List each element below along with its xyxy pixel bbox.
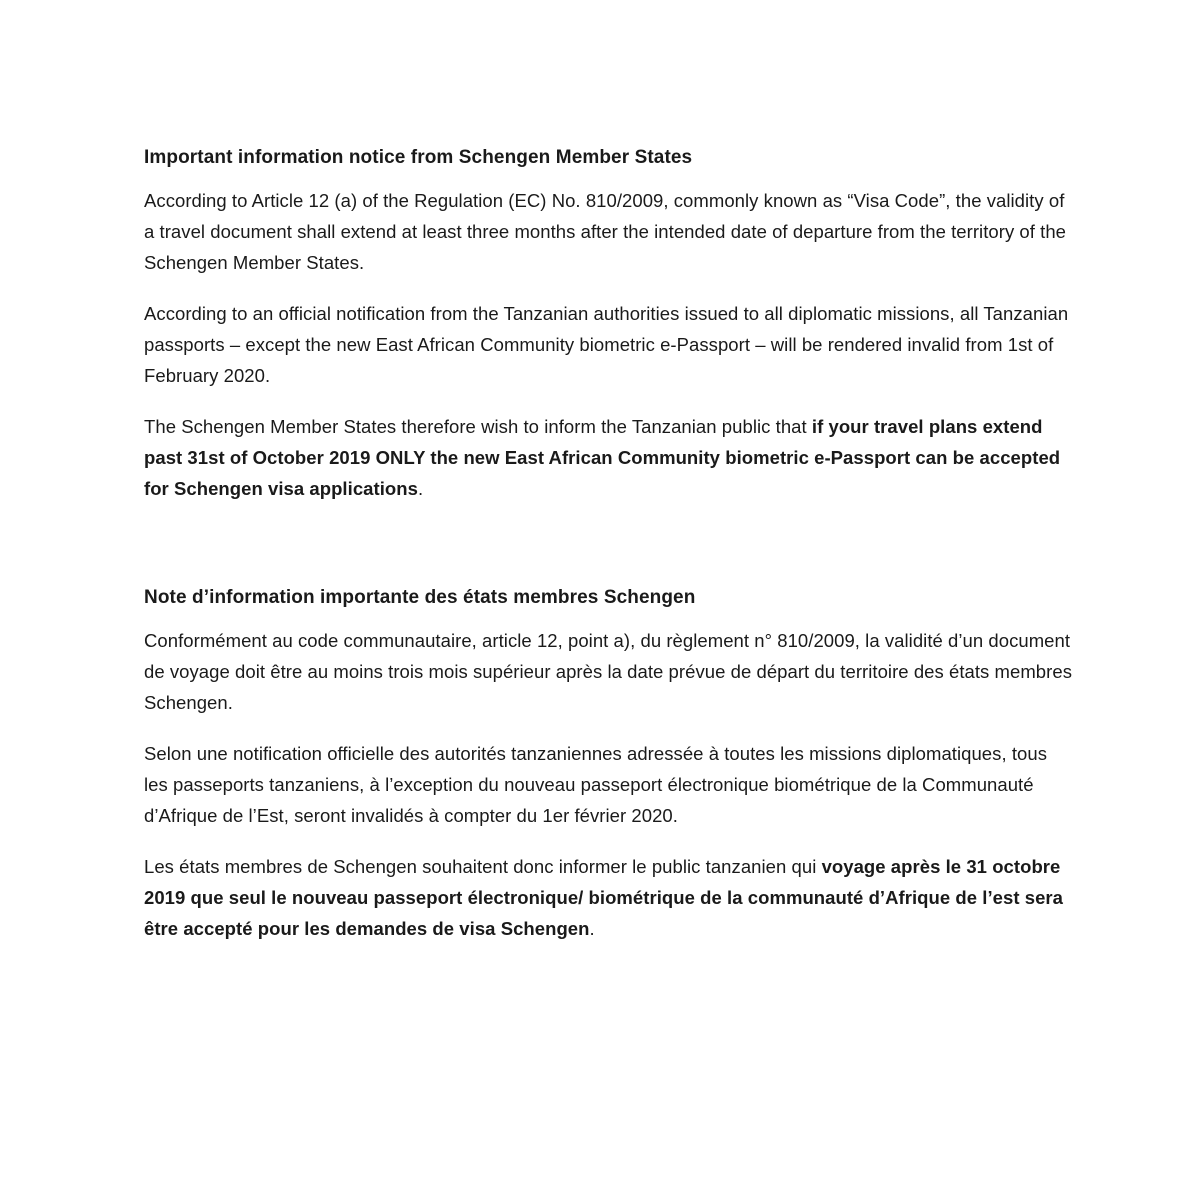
french-conclusion-end: . (589, 918, 595, 939)
french-paragraph-code: Conformément au code communautaire, article 12, point a), du règlement n° 810/2009, la validité d’un document de voyage doit être au moins trois mois supérieur après la date prévue de départ du territoire des états membres Schengen. (144, 630, 1072, 713)
french-notice-section (144, 583, 1074, 964)
english-paragraph-visa-code: According to Article 12 (a) of the Regulation (EC) No. 810/2009, commonly known as “Visa Code”, the validity of a travel document shall extend at least three months after the intended date of departure from the territory of the Schengen Member States. (144, 190, 1067, 273)
french-paragraph-notification: Selon une notification officielle des autorités tanzaniennes adressée à toutes les missions diplomatiques, tous les passeports tanzaniens, à l’exception du nouveau passeport électronique biométrique de la Communauté d’Afrique de l’Est, seront invalidés à compter du 1er février 2020. (144, 743, 1047, 826)
english-notice-heading: Important information notice from Schengen Member States (144, 147, 693, 168)
french-notice-heading: Note d’information importante des états membres Schengen (144, 587, 696, 608)
english-conclusion-end: . (417, 478, 424, 499)
french-paragraph-conclusion (144, 851, 1074, 944)
english-paragraph-conclusion (144, 411, 1074, 504)
english-notice-section (144, 143, 1074, 524)
french-conclusion-emphasis: voyage après le 31 octobre 2019 que seul le nouveau passeport électronique/ biométrique de la communauté d’Afrique de l’est sera être accepté pour les demandes de visa Schengen (144, 856, 1064, 939)
french-conclusion-intro: Les états membres de Schengen souhaitent donc informer le public tanzanien qui (144, 856, 822, 877)
english-paragraph-notification: According to an official notification from the Tanzanian authorities issued to all diplomatic missions, all Tanzanian passports – except the new East African Community biometric e-Passport – will be rendered invalid from 1st of February 2020. (144, 303, 1069, 386)
english-conclusion-intro: The Schengen Member States therefore wish to inform the Tanzanian public that (144, 416, 812, 437)
english-conclusion-emphasis: if your travel plans extend past 31st of October 2019 ONLY the new East African Community biometric e-Passport can be accepted for Schengen visa applications (144, 416, 1061, 499)
